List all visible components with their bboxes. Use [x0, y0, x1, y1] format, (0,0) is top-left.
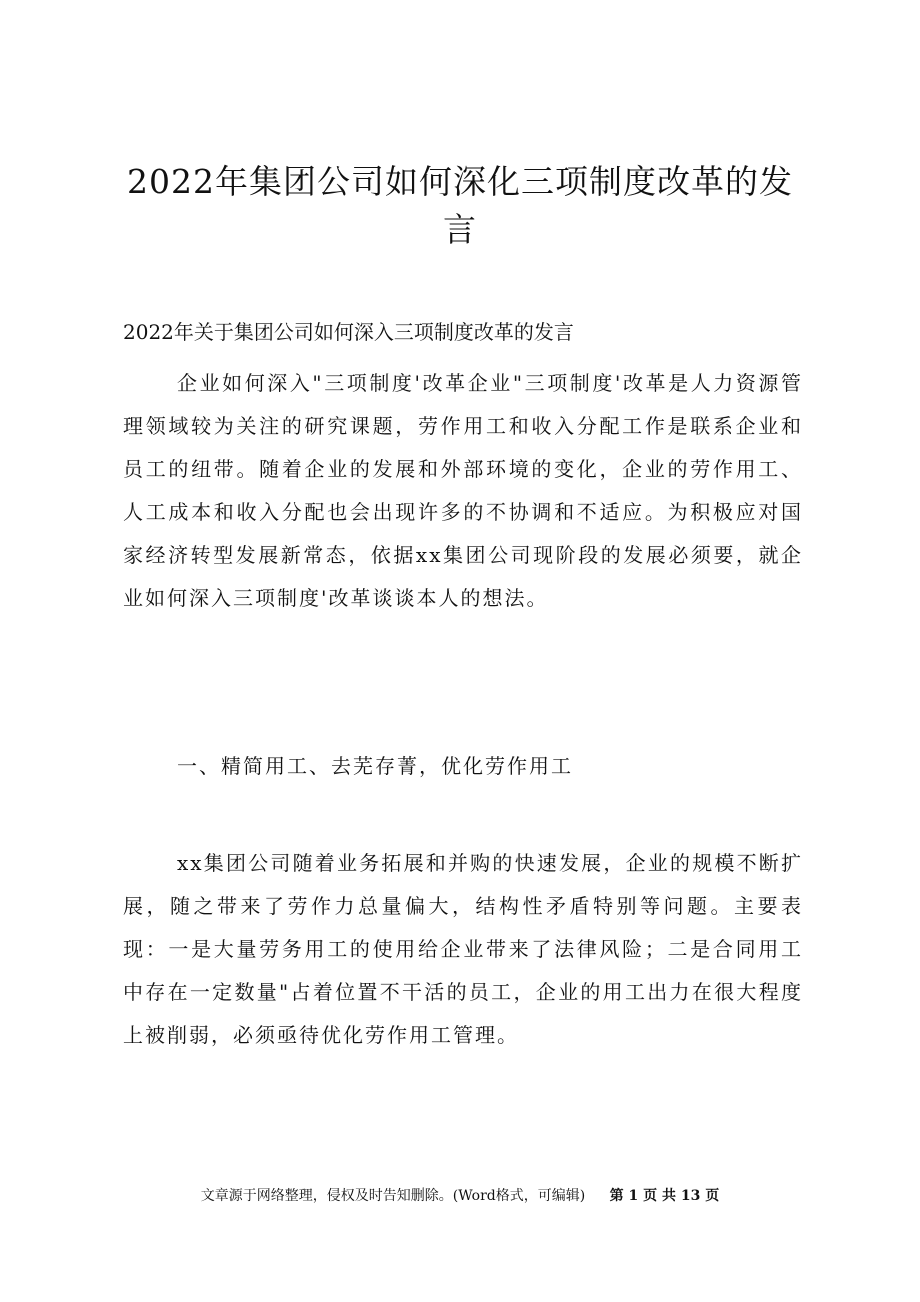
- footer-note: 文章源于网络整理，侵权及时告知删除。(Word格式，可编辑): [200, 1188, 586, 1204]
- document-subtitle: 2022年关于集团公司如何深入三项制度改革的发言: [123, 320, 574, 344]
- document-title: 2022年集团公司如何深化三项制度改革的发言: [127, 162, 793, 249]
- page-number: 第 1 页 共 13 页: [609, 1188, 720, 1204]
- page-footer: [0, 1186, 920, 1206]
- section-heading: 一、精简用工、去芜存菁，优化劳作用工: [177, 754, 573, 778]
- body-paragraph-1: 企业如何深入"三项制度'改革企业"三项制度'改革是人力资源管理领域较为关注的研究课题，劳作用工和收入分配工作是联系企业和员工的纽带。随着企业的发展和外部环境的变化，企业的劳作用工、人工成本和收入分配也会出现许多的不协调和不适应。为积极应对国家经济转型发展新常态，依据xx集团公司现阶段的发展必须要，就企业如何深入三项制度'改革谈谈本人的想法。: [123, 371, 803, 610]
- body-paragraph-2: xx集团公司随着业务拓展和并购的快速发展，企业的规模不断扩展，随之带来了劳作力总量偏大，结构性矛盾特别等问题。主要表现：一是大量劳务用工的使用给企业带来了法律风险；二是合同用工中存在一定数量"占着位置不干活的员工，企业的用工出力在很大程度上被削弱，必须亟待优化劳作用工管理。: [123, 851, 803, 1047]
